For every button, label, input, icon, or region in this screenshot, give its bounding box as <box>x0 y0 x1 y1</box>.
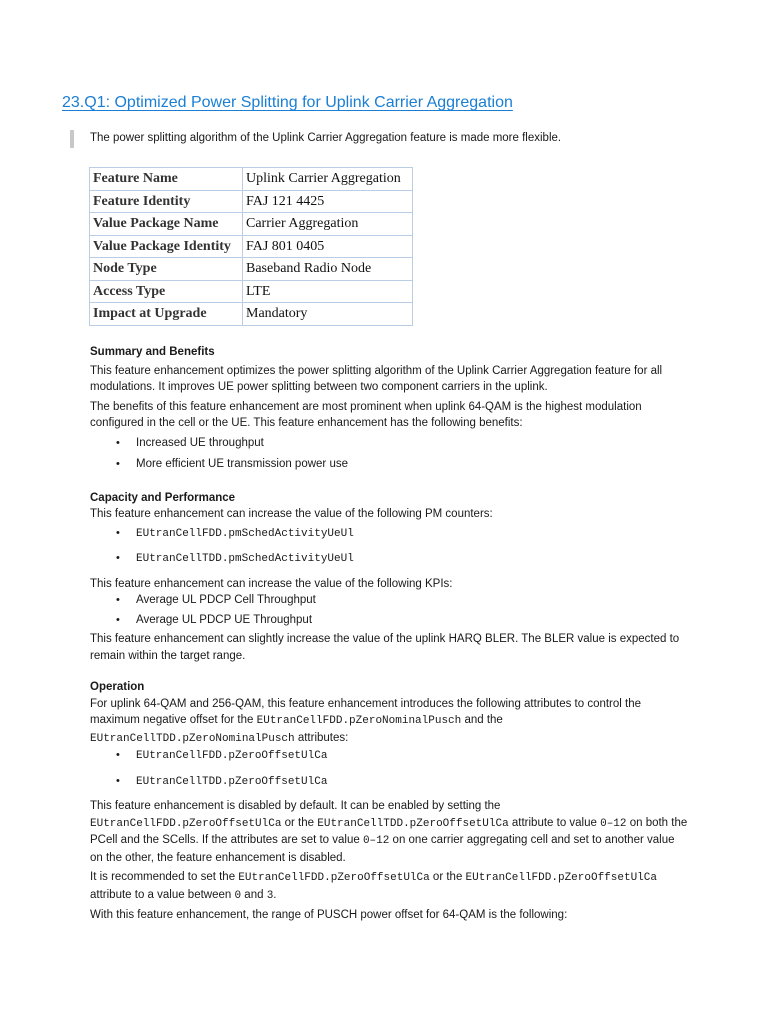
operation-paragraph-1: For uplink 64-QAM and 256-QAM, this feature enhancement introduces the following attributes to control the maximum negative offset for the EUtranCellFDD.pZeroNominalPusch and the EUtranCellTDD.pZeroNominalPusch attributes: <box>90 697 642 745</box>
table-value: FAJ 801 0405 <box>243 235 413 258</box>
pm-counter-list <box>90 525 690 568</box>
attribute-code: EUtranCellFDD.pZeroNominalPusch <box>256 715 462 727</box>
intro-text: The power splitting algorithm of the Uplink Carrier Aggregation feature is made more flexible. <box>90 132 562 144</box>
table-row <box>90 280 413 303</box>
table-key: Feature Identity <box>90 190 243 213</box>
change-bar <box>70 130 74 148</box>
table-value: Baseband Radio Node <box>243 258 413 281</box>
value-code: 3 <box>266 889 274 902</box>
pm-counter-code: EUtranCellFDD.pmSchedActivityUeUl <box>136 527 354 540</box>
capacity-heading: Capacity and Performance <box>90 491 236 504</box>
list-item: • Average UL PDCP UE Throughput <box>90 612 690 629</box>
list-item: • More efficient UE transmission power use <box>90 456 690 473</box>
table-key: Feature Name <box>90 168 243 191</box>
table-value: FAJ 121 4425 <box>243 190 413 213</box>
table-row <box>90 168 413 191</box>
list-item: • Average UL PDCP Cell Throughput <box>90 592 690 609</box>
table-key: Node Type <box>90 258 243 281</box>
list-item <box>90 773 690 791</box>
list-item <box>90 747 690 765</box>
benefits-list <box>90 435 690 473</box>
table-value: Uplink Carrier Aggregation <box>243 168 413 191</box>
list-item: • Increased UE throughput <box>90 435 690 452</box>
table-key: Impact at Upgrade <box>90 303 243 326</box>
section-title[interactable]: 23.Q1: Optimized Power Splitting for Uplink Carrier Aggregation <box>62 94 513 111</box>
capacity-paragraph-1: This feature enhancement can increase the value of the following PM counters: <box>90 508 493 520</box>
operation-paragraph-2: This feature enhancement is disabled by default. It can be enabled by setting the EUtranCellFDD.pZeroOffsetUlCa or the EUtranCellTDD.pZeroOffsetUlCa attribute to value 0–12 on both the PCell and the SCells. If the attributes are set to value 0–12 on one carrier aggregating cell and set to another value on the other, the feature enhancement is disabled. <box>90 800 688 864</box>
attribute-list <box>90 747 690 790</box>
attribute-code: EUtranCellFDD.pZeroOffsetUlCa <box>465 872 657 884</box>
value-code: 0–12 <box>600 817 627 830</box>
table-key: Access Type <box>90 280 243 303</box>
table-value: Mandatory <box>243 303 413 326</box>
summary-heading: Summary and Benefits <box>90 346 215 358</box>
summary-paragraph-1: This feature enhancement optimizes the power splitting algorithm of the Uplink Carrier Aggregation feature for all modulations. It improves UE power splitting between two component carriers in the uplink. <box>90 364 663 393</box>
value-code: 0–12 <box>362 835 390 847</box>
attribute-code: EUtranCellFDD.pZeroOffsetUlCa <box>90 817 282 830</box>
document-body <box>90 344 690 927</box>
capacity-paragraph-2: This feature enhancement can increase the value of the following KPIs: <box>90 577 453 590</box>
operation-heading: Operation <box>90 681 145 693</box>
table-key: Value Package Name <box>90 213 243 236</box>
table-value: Carrier Aggregation <box>243 213 413 236</box>
feature-table <box>89 167 413 326</box>
attribute-code: EUtranCellTDD.pZeroOffsetUlCa <box>136 775 328 788</box>
attribute-code: EUtranCellTDD.pZeroNominalPusch <box>90 732 295 745</box>
table-row <box>90 235 413 258</box>
operation-paragraph-4: With this feature enhancement, the range of PUSCH power offset for 64-QAM is the following: <box>90 909 568 921</box>
attribute-code: EUtranCellFDD.pZeroOffsetUlCa <box>136 750 328 762</box>
table-key: Value Package Identity <box>90 235 243 258</box>
attribute-code: EUtranCellFDD.pZeroOffsetUlCa <box>238 872 430 884</box>
table-row <box>90 303 413 326</box>
value-code: 0 <box>234 889 242 902</box>
kpi-list <box>90 592 690 628</box>
list-item <box>90 525 690 543</box>
summary-paragraph-2: The benefits of this feature enhancement are most prominent when uplink 64-QAM is the highest modulation configured in the cell or the UE. This feature enhancement has the following benefits: <box>90 400 642 429</box>
table-row <box>90 190 413 213</box>
capacity-paragraph-3: This feature enhancement can slightly increase the value of the uplink HARQ BLER. The BLER value is expected to remain within the target range. <box>90 633 680 662</box>
pm-counter-code: EUtranCellTDD.pmSchedActivityUeUl <box>136 553 354 565</box>
operation-paragraph-3: It is recommended to set the EUtranCellFDD.pZeroOffsetUlCa or the EUtranCellFDD.pZeroOffsetUlCa attribute to a value between 0 and 3. <box>90 871 657 902</box>
table-value: LTE <box>243 280 413 303</box>
attribute-code: EUtranCellTDD.pZeroOffsetUlCa <box>317 817 509 830</box>
table-row <box>90 213 413 236</box>
list-item <box>90 550 690 568</box>
table-row <box>90 258 413 281</box>
